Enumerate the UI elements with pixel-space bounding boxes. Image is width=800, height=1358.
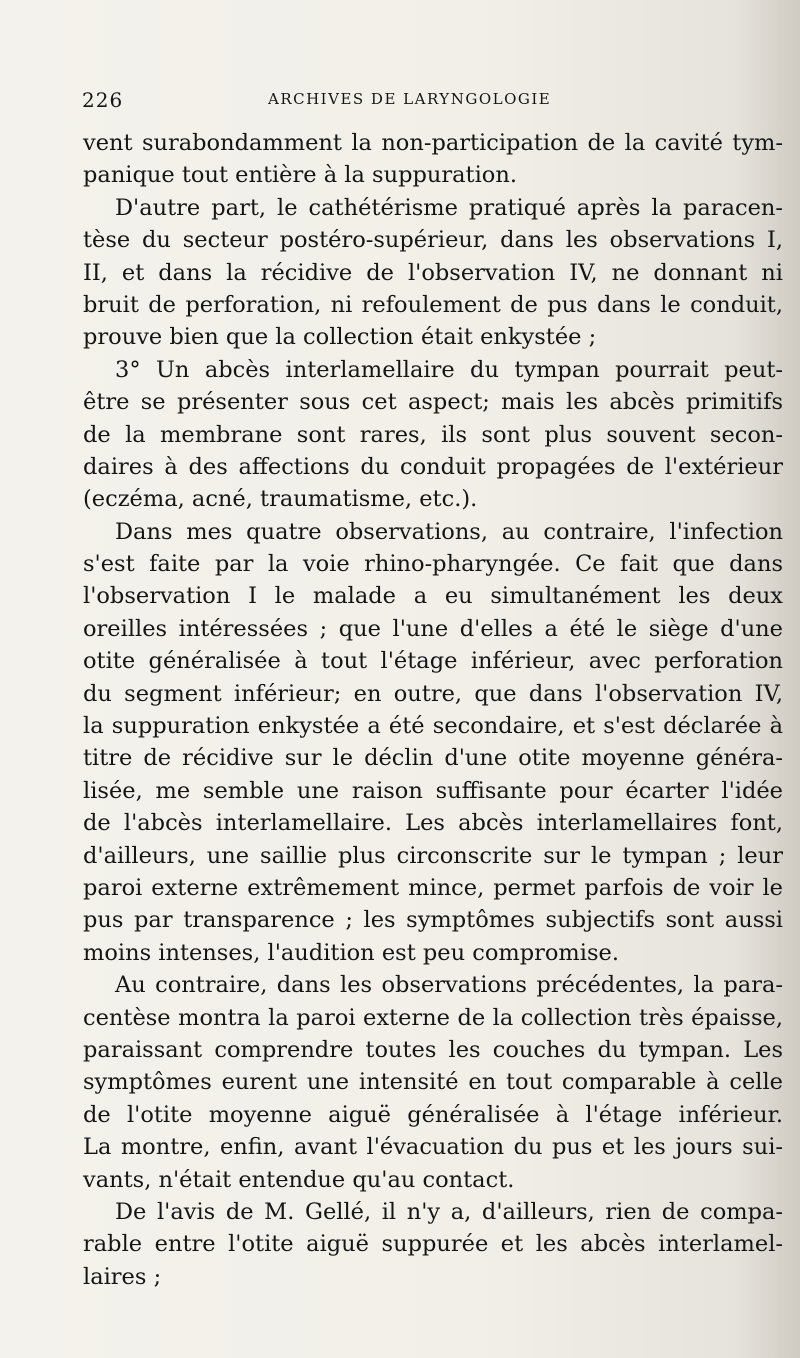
text-line: tèse du secteur postéro-supérieur, dans les observations I, <box>83 227 783 254</box>
text-line: (eczéma, acné, traumatisme, etc.). <box>83 486 478 513</box>
text-line: titre de récidive sur le déclin d'une otite moyenne généra- <box>83 745 783 772</box>
text-line: symptômes eurent une intensité en tout comparable à celle <box>83 1069 783 1096</box>
text-line: D'autre part, le cathétérisme pratiqué après la paracen- <box>115 194 783 221</box>
text-line: centèse montra la paroi externe de la collection très épaisse, <box>83 1004 783 1031</box>
page-header <box>82 88 682 114</box>
page-number: 226 <box>82 88 124 112</box>
body-text <box>83 127 783 1293</box>
text-line: otite généralisée à tout l'étage inférieur, avec perforation <box>83 648 783 675</box>
text-line: panique tout entière à la suppuration. <box>83 162 517 189</box>
text-line: Dans mes quatre observations, au contraire, l'infection <box>115 518 783 545</box>
text-line: de l'otite moyenne aiguë généralisée à l'étage inférieur. <box>83 1101 783 1128</box>
text-line: s'est faite par la voie rhino-pharyngée. Ce fait que dans <box>83 551 783 578</box>
text-line: paroi externe extrêmement mince, permet parfois de voir le <box>83 874 783 901</box>
text-line: laires ; <box>83 1263 162 1290</box>
text-line: vent surabondamment la non-participation de la cavité tym- <box>83 130 783 156</box>
text-line: De l'avis de M. Gellé, il n'y a, d'ailleurs, rien de compa- <box>115 1198 783 1225</box>
text-line: l'observation I le malade a eu simultanément les deux <box>83 583 783 610</box>
text-line: lisée, me semble une raison suffisante pour écarter l'idée <box>83 777 783 804</box>
text-line: daires à des affections du conduit propagées de l'extérieur <box>83 453 783 480</box>
text-line: moins intenses, l'audition est peu compromise. <box>83 939 619 966</box>
text-line: II, et dans la récidive de l'observation IV, ne donnant ni <box>83 259 783 286</box>
text-line: Au contraire, dans les observations précédentes, la para- <box>115 972 783 999</box>
text-line: être se présenter sous cet aspect; mais les abcès primitifs <box>83 389 783 416</box>
text-line: pus par transparence ; les symptômes subjectifs sont aussi <box>83 907 783 934</box>
text-line: paraissant comprendre toutes les couches du tympan. Les <box>83 1036 783 1063</box>
text-line: rable entre l'otite aiguë suppurée et les abcès interlamel- <box>83 1231 783 1258</box>
running-head: ARCHIVES DE LARYNGOLOGIE <box>268 90 552 108</box>
text-line: bruit de perforation, ni refoulement de pus dans le conduit, <box>83 291 783 318</box>
text-line: d'ailleurs, une saillie plus circonscrite sur le tympan ; leur <box>83 842 783 869</box>
text-line: oreilles intéressées ; que l'une d'elles a été le siège d'une <box>83 615 783 642</box>
text-line: prouve bien que la collection était enkystée ; <box>83 324 597 351</box>
text-line: 3° Un abcès interlamellaire du tympan pourrait peut- <box>115 356 783 383</box>
text-line: La montre, enfin, avant l'évacuation du pus et les jours sui- <box>83 1134 783 1161</box>
text-line: la suppuration enkystée a été secondaire, et s'est déclarée à <box>83 713 783 740</box>
text-line: du segment inférieur; en outre, que dans l'observation IV, <box>83 680 783 707</box>
text-line: vants, n'était entendue qu'au contact. <box>83 1166 515 1193</box>
text-line: de la membrane sont rares, ils sont plus souvent secon- <box>83 421 783 448</box>
text-line: de l'abcès interlamellaire. Les abcès interlamellaires font, <box>83 810 783 837</box>
